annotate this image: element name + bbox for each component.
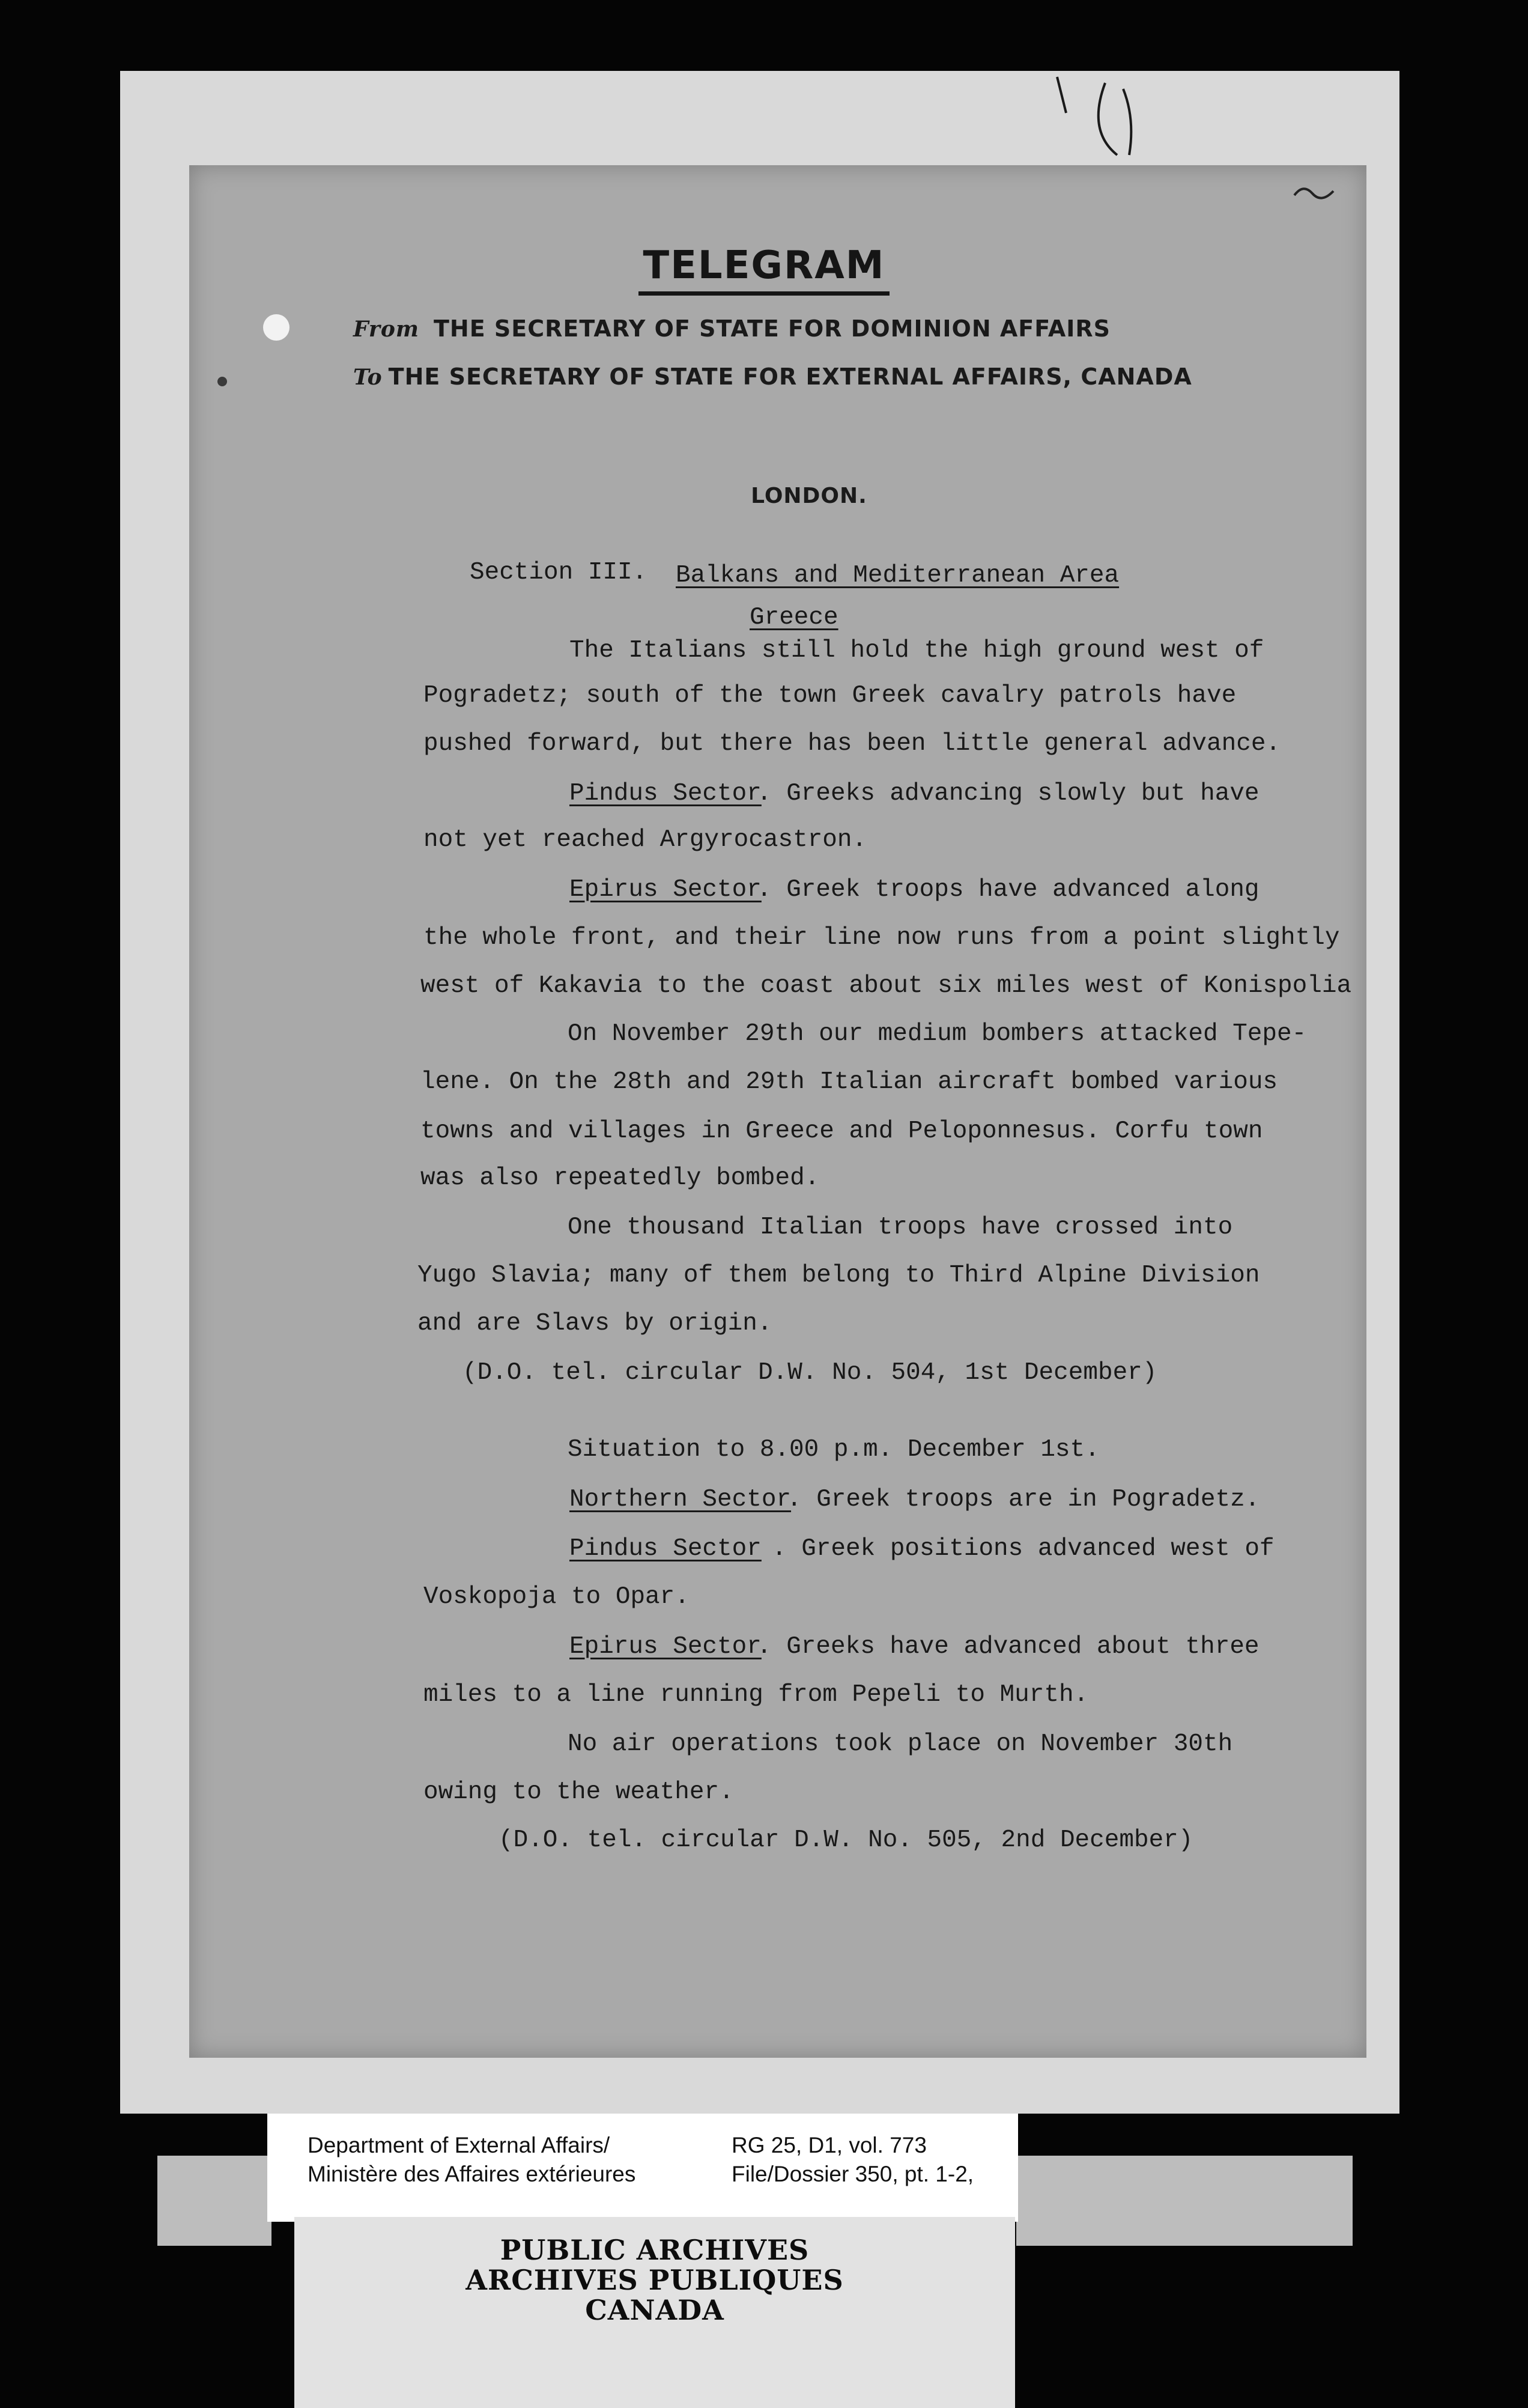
- body-line: lene. On the 28th and 29th Italian aircraft bombed various: [420, 1068, 1278, 1096]
- body-line: . Greek troops are in Pogradetz.: [787, 1486, 1260, 1513]
- body-line: One thousand Italian troops have crossed into: [568, 1214, 1233, 1241]
- sector-heading-pindus: Pindus Sector: [569, 780, 762, 807]
- department-french: Ministère des Affaires extérieures: [308, 2162, 636, 2186]
- body-line: the whole front, and their line now runs from a point slightly: [423, 924, 1340, 952]
- telegram-title: TELEGRAM: [0, 243, 1528, 288]
- body-line: . Greeks have advanced about three: [757, 1633, 1260, 1661]
- to-value: THE SECRETARY OF STATE FOR EXTERNAL AFFAIRS, CANADA: [388, 363, 1192, 390]
- sector-heading-epirus: Epirus Sector: [569, 1633, 762, 1661]
- from-label: From: [353, 317, 419, 342]
- body-line: not yet reached Argyrocastron.: [423, 826, 867, 854]
- department-english: Department of External Affairs/: [308, 2133, 610, 2157]
- label-backing-right: [1016, 2156, 1353, 2246]
- body-line: and are Slavs by origin.: [417, 1310, 772, 1337]
- citation-line: (D.O. tel. circular D.W. No. 504, 1st December): [462, 1359, 1157, 1387]
- from-value: THE SECRETARY OF STATE FOR DOMINION AFFAIRS: [434, 315, 1111, 342]
- to-label: To: [353, 365, 383, 390]
- body-line: Pogradetz; south of the town Greek cavalry patrols have: [423, 682, 1237, 710]
- corner-scribble-icon: [1033, 71, 1153, 167]
- to-line: [353, 363, 1192, 390]
- body-line: The Italians still hold the high ground west of: [569, 637, 1264, 664]
- body-line: west of Kakavia to the coast about six miles west of Konispolia: [420, 972, 1352, 1000]
- body-line: Yugo Slavia; many of them belong to Third Alpine Division: [417, 1262, 1260, 1289]
- stamp-line-english: PUBLIC ARCHIVES: [500, 2234, 810, 2266]
- body-line: was also repeatedly bombed.: [420, 1164, 820, 1192]
- body-line: miles to a line running from Pepeli to Murth.: [423, 1681, 1089, 1709]
- body-line: . Greek positions advanced west of: [772, 1535, 1275, 1563]
- place-of-origin: LONDON.: [751, 484, 867, 508]
- sector-heading-northern: Northern Sector: [569, 1486, 792, 1513]
- body-line: No air operations took place on November 30th: [568, 1730, 1233, 1758]
- pencil-mark-icon: [1291, 180, 1339, 204]
- label-backing-left: [157, 2156, 271, 2246]
- record-group-ref: RG 25, D1, vol. 773: [732, 2133, 927, 2157]
- body-line: Situation to 8.00 p.m. December 1st.: [568, 1436, 1100, 1464]
- body-line: . Greeks advancing slowly but have: [757, 780, 1260, 807]
- body-line: . Greek troops have advanced along: [757, 876, 1260, 904]
- stamp-line-french: ARCHIVES PUBLIQUES: [465, 2264, 844, 2296]
- citation-line: (D.O. tel. circular D.W. No. 505, 2nd December): [499, 1826, 1193, 1854]
- sector-heading-epirus: Epirus Sector: [569, 876, 762, 904]
- body-line: towns and villages in Greece and Peloponnesus. Corfu town: [420, 1117, 1263, 1145]
- section-title: Balkans and Mediterranean Area: [676, 562, 1120, 589]
- body-line: owing to the weather.: [423, 1778, 734, 1806]
- body-line: pushed forward, but there has been little general advance.: [423, 730, 1281, 758]
- sector-heading-pindus: Pindus Sector: [569, 1535, 762, 1563]
- subheading-greece: Greece: [750, 604, 838, 631]
- file-dossier-ref: File/Dossier 350, pt. 1-2,: [732, 2162, 974, 2186]
- punch-hole-icon: [258, 309, 294, 345]
- telegram-sheet: [189, 165, 1366, 2058]
- stamp-line-country: CANADA: [585, 2294, 724, 2326]
- body-line: On November 29th our medium bombers attacked Tepe-: [568, 1020, 1307, 1048]
- from-line: [353, 315, 1111, 342]
- body-line: Voskopoja to Opar.: [423, 1583, 690, 1611]
- ink-dot-icon: [213, 372, 231, 391]
- section-label: Section III.: [470, 559, 647, 586]
